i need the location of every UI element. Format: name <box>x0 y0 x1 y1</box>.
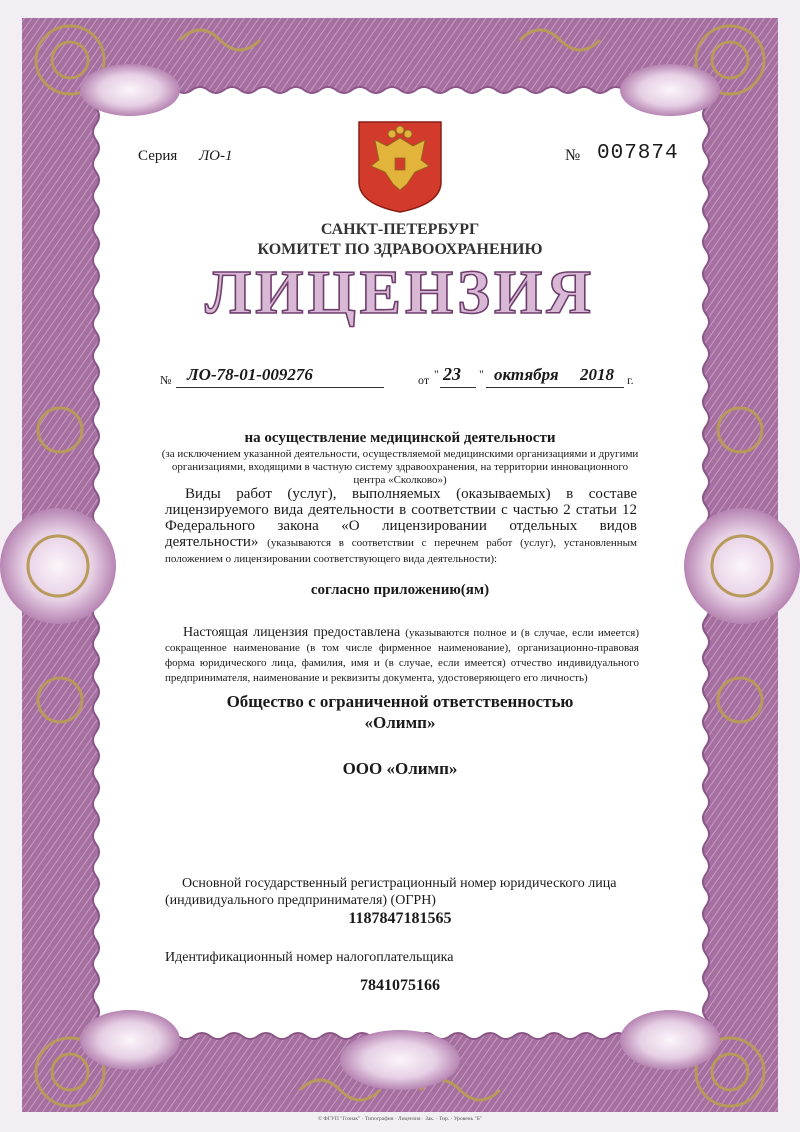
granted-note: (указываются полное и (в случае, если имеется) сокращенное наименование (в том числе фирменное наименование), организационно-правовая форма юридического лица, фамилия, имя и (в случае, если имеется) отчество индивидуального предпринимателя, наименование и реквизиты документа, удостоверяющего его личность) <box>165 627 640 684</box>
date-year: 2018 <box>580 365 614 384</box>
authority-city: САНКТ-ПЕТЕРБУРГ <box>320 221 480 238</box>
activity-heading: на осуществление медицинской деятельности <box>244 430 556 446</box>
ogrn-value: 1187847181565 <box>348 910 452 927</box>
series-label: Серия <box>138 148 178 164</box>
serial-number: 007874 <box>597 142 679 165</box>
print-footer: © ФГУП "Гознак" · Типография · Лицензия · Зак. · Тир. · Уровень "Б" <box>317 1116 483 1122</box>
company-full-name-line2: «Олимп» <box>364 713 436 732</box>
license-number: ЛО-78-01-009276 <box>187 365 313 384</box>
series-value: ЛО-1 <box>199 148 233 164</box>
date-from-label: от <box>418 373 430 387</box>
per-appendix: согласно приложению(ям) <box>310 582 490 598</box>
inn-value: 7841075166 <box>360 977 440 994</box>
document-title: ЛИЦЕНЗИЯ <box>205 259 595 327</box>
date-day: 23 <box>443 364 461 384</box>
ogrn-label-line1: Основной государственный регистрационный номер юридического лица <box>182 876 617 891</box>
serial-number-symbol: № <box>565 147 581 164</box>
granted-lead: Настоящая лицензия предоставлена <box>183 625 401 640</box>
date-month: октября <box>494 365 559 384</box>
works-text <box>165 486 637 566</box>
activity-note: (за исключением указанной деятельности, осуществляемой медицинскими организациями и другими организациями, входящими в частную систему здравоохранения, на территории инновационного центра «Сколково») <box>161 448 639 486</box>
authority-committee: КОМИТЕТ ПО ЗДРАВООХРАНЕНИЮ <box>257 241 543 258</box>
coat-of-arms-icon <box>357 120 443 214</box>
works-text-note: (указываются в соответствии с перечнем работ (услуг), установленным положением о лицензировании соответствующего вида деятельности): <box>165 537 637 565</box>
date-quote-close: " <box>479 367 484 381</box>
granted-block <box>165 625 639 685</box>
works-text-main: Виды работ (услуг), выполняемых (оказываемых) в составе лицензируемого вида деятельности в соответствии с частью 2 статьи 12 Федерального закона «О лицензировании отдельных видов деятельности» <box>165 486 637 550</box>
date-quote-open: " <box>434 367 439 381</box>
ogrn-label-line2: (индивидуального предпринимателя) (ОГРН) <box>165 893 436 908</box>
license-number-symbol: № <box>160 373 172 387</box>
company-full-name-line1: Общество с ограниченной ответственностью <box>226 692 574 711</box>
company-short-name: ООО «Олимп» <box>342 759 458 778</box>
inn-label: Идентификационный номер налогоплательщика <box>165 950 454 965</box>
date-year-suffix: г. <box>627 373 634 387</box>
